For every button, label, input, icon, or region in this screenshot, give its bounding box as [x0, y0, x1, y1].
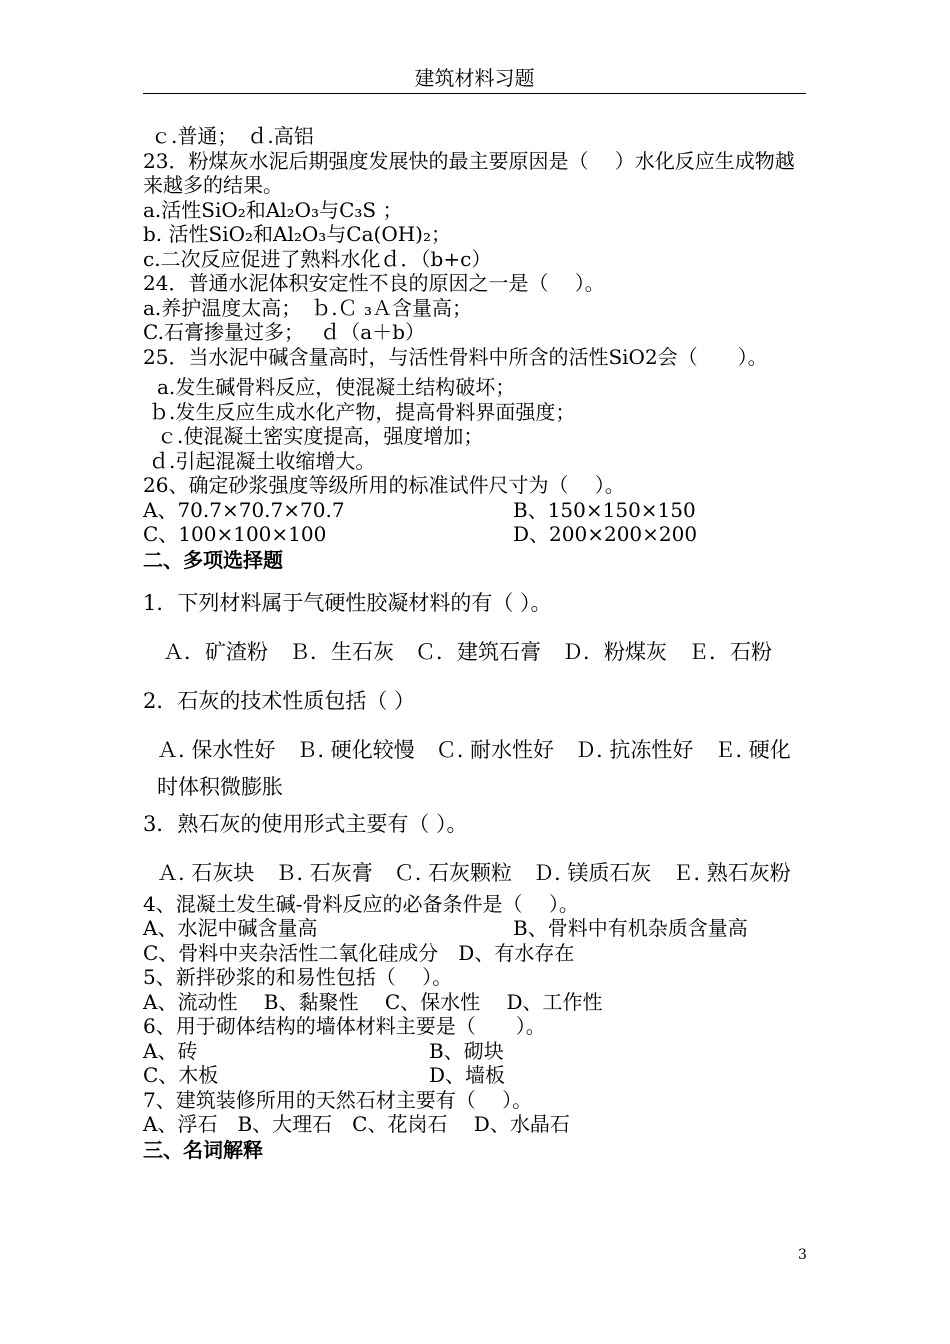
option-a: A、砖 [143, 1038, 198, 1063]
option-line: A、浮石 B、大理石 C、花岗石 D、水晶石 [143, 1112, 570, 1136]
option-line: ｃ.普通； ｄ.高铝 [151, 124, 314, 148]
header-rule [143, 93, 806, 94]
option-d: D、200×200×200 [513, 522, 698, 546]
option-line: ｄ.引起混凝土收缩增大。 [149, 448, 376, 473]
option-line: a.发生碱骨料反应，使混凝土结构破坏； [157, 375, 516, 399]
question-23: 23．粉煤灰水泥后期强度发展快的最主要原因是（ ）水化反应生成物越来越多的结果。 [143, 148, 795, 197]
option-a: A、水泥中碱含量高 [143, 916, 318, 940]
option-line: A、流动性 B、黏聚性 C、保水性 D、工作性 [143, 989, 603, 1014]
question-7: 7、建筑装修所用的天然石材主要有（ ）。 [143, 1087, 533, 1112]
option-row [143, 916, 811, 941]
question-26: 26、确定砂浆强度等级所用的标准试件尺寸为（ ）。 [143, 473, 625, 497]
option-row [143, 1063, 811, 1088]
multi-question-3: 3．熟石灰的使用形式主要有（ ）。 [143, 811, 468, 836]
option-a: A、70.7×70.7×70.7 [143, 497, 345, 522]
option-row [143, 498, 811, 523]
question-6: 6、用于砌体结构的墙体材料主要是（ ）。 [143, 1014, 546, 1038]
question-25: 25．当水泥中碱含量高时，与活性骨料中所含的活性SiO2会（ ）。 [143, 344, 768, 369]
multi-options-2: Ａ. 保水性好 Ｂ. 硬化较慢 Ｃ. 耐水性好 Ｄ. 抗冻性好 Ｅ. 硬化时体积微膨胀 [157, 737, 791, 799]
option-b: B、骨料中有机杂质含量高 [513, 916, 748, 940]
multi-options-1: Ａ．矿渣粉 Ｂ．生石灰 Ｃ．建筑石膏 Ｄ．粉煤灰 Ｅ．石粉 [163, 639, 772, 664]
option-line: a.活性SiO₂和Al₂O₃与C₃S ； [143, 197, 403, 222]
page-number: 3 [798, 1247, 807, 1263]
section-heading-2: 二、多项选择题 [143, 547, 283, 572]
option-row [143, 1039, 811, 1064]
option-line: b. 活性SiO₂和Al₂O₃与Ca(OH)₂； [143, 222, 451, 246]
option-line: ｂ.发生反应生成水化产物，提高骨料界面强度； [149, 399, 576, 424]
option-row [143, 522, 811, 547]
question-5: 5、新拌砂浆的和易性包括（ ）。 [143, 965, 453, 989]
multi-question-1: 1．下列材料属于气硬性胶凝材料的有（ ）。 [143, 590, 552, 615]
option-b: B、150×150×150 [513, 497, 696, 522]
option-line: C.石膏掺量过多； ｄ（a＋b） [143, 320, 426, 344]
option-c: C、100×100×100 [143, 522, 327, 546]
option-line: a.养护温度太高； ｂ.Ｃ ₃Ａ含量高； [143, 295, 473, 320]
question-4: 4、混凝土发生碱-骨料反应的必备条件是（ ）。 [143, 891, 579, 916]
option-line: c.二次反应促进了熟料水化ｄ．（b+c） [143, 246, 492, 271]
multi-question-2: 2．石灰的技术性质包括（ ） [143, 688, 416, 713]
option-d: D、墙板 [429, 1063, 506, 1087]
option-b: B、砌块 [429, 1038, 504, 1063]
multi-options-3: Ａ. 石灰块 Ｂ. 石灰膏 Ｃ. 石灰颗粒 Ｄ. 镁质石灰 Ｅ. 熟石灰粉 [157, 860, 791, 885]
question-24: 24．普通水泥体积安定性不良的原因之一是（ ）。 [143, 271, 605, 295]
page-header-title: 建筑材料习题 [414, 66, 535, 90]
page-content [143, 124, 811, 1163]
section-heading-3: 三、名词解释 [143, 1137, 263, 1162]
option-line: C、骨料中夹杂活性二氧化硅成分 D、有水存在 [143, 940, 575, 965]
option-c: C、木板 [143, 1063, 219, 1087]
option-line: ｃ.使混凝土密实度提高，强度增加； [157, 424, 484, 448]
